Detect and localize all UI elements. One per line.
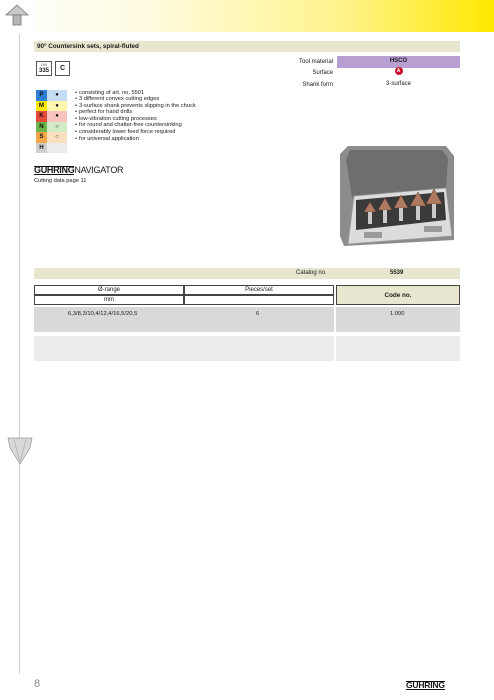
feature-item: • 3 different convex cutting edges [75, 96, 196, 103]
row-range: 6,3/8,3/10,4/12,4/16,5/20,5 [68, 311, 138, 317]
table-unit-row [34, 295, 334, 305]
row-code-cell [336, 336, 460, 361]
material-row [36, 111, 67, 122]
material-letter: H [36, 143, 47, 154]
guhring-navigator-logo[interactable] [34, 165, 123, 176]
material-letter: N [36, 122, 47, 133]
catalog-number: 5539 [390, 270, 404, 276]
feature-item: • for round and chatter-free countersinking [75, 122, 196, 129]
feature-item: • for universal application [75, 136, 196, 143]
catalog-bar [34, 268, 460, 279]
shank-form-value: 3-surface [385, 81, 411, 87]
material-rating: ○ [47, 122, 67, 133]
material-rating: ○ [47, 132, 67, 143]
material-rating [47, 143, 67, 154]
feature-item: • low-vibration cutting processes [75, 116, 196, 123]
feature-item: • considerably lower feed force required [75, 129, 196, 136]
material-row [36, 101, 67, 112]
footer-brand-logo: GUHRING [406, 680, 445, 690]
table-row-empty [34, 336, 460, 361]
col-header-range: Ø-range [34, 285, 184, 295]
din-number: 335 [38, 68, 49, 74]
din-badge [36, 61, 52, 76]
spec-row-shank-form [263, 79, 460, 91]
navigator-suffix: NAVIGATOR [74, 165, 124, 175]
col-unit-pieces [184, 295, 334, 305]
col-unit-range: mm [34, 295, 184, 305]
tool-spec-table [263, 56, 460, 91]
material-letter: S [36, 132, 47, 143]
header-band [0, 0, 494, 32]
table-header-row [34, 285, 334, 295]
countersink-tool-icon [4, 3, 30, 29]
material-letter: P [36, 90, 47, 101]
material-rating: ● [47, 101, 67, 112]
material-rating: ● [47, 90, 67, 101]
material-row [36, 90, 67, 101]
shank-code-badge: C [55, 61, 70, 76]
tool-material-value: HSCO [337, 56, 460, 68]
material-rating: ● [47, 111, 67, 122]
spec-label: Shank form [302, 81, 333, 88]
spec-label: Surface [312, 70, 333, 77]
countersink-set-case-image [334, 140, 460, 252]
countersink-cutter-icon [6, 434, 34, 474]
header-logo [0, 0, 34, 32]
cutting-data-reference[interactable]: Cutting data page 11 [34, 178, 87, 184]
row-pieces: 6 [256, 311, 260, 317]
col-header-pieces: Pieces/set [184, 285, 334, 295]
row-main-cell [34, 336, 334, 361]
catalog-label: Catalog no. [296, 270, 327, 276]
spec-row-tool-material [263, 56, 460, 68]
feature-list [75, 90, 196, 143]
feature-item: • 3-surface shank prevents slipping in the chuck [75, 103, 196, 110]
material-letter: M [36, 101, 47, 112]
material-letter: K [36, 111, 47, 122]
surface-coating-icon: A [395, 67, 403, 75]
material-row [36, 132, 67, 143]
feature-item: • consisting of art. no. 5501 [75, 90, 196, 97]
spec-row-surface [263, 68, 460, 80]
row-code: 1.000 [390, 311, 405, 317]
feature-item: • perfect for hand drills [75, 109, 196, 116]
product-title: 90° Countersink sets, spiral-fluted [34, 41, 460, 52]
col-header-code: Code no. [336, 285, 460, 305]
table-row[interactable] [34, 307, 460, 332]
spec-label: Tool material [298, 58, 333, 65]
material-suitability-table [36, 90, 67, 153]
navigator-brand: GUHRING [34, 165, 75, 175]
surface-value [337, 68, 460, 80]
material-row [36, 143, 67, 154]
left-margin-rule [19, 34, 20, 674]
material-row [36, 122, 67, 133]
din-label: DIN [40, 63, 48, 67]
page-number: 8 [34, 678, 41, 690]
